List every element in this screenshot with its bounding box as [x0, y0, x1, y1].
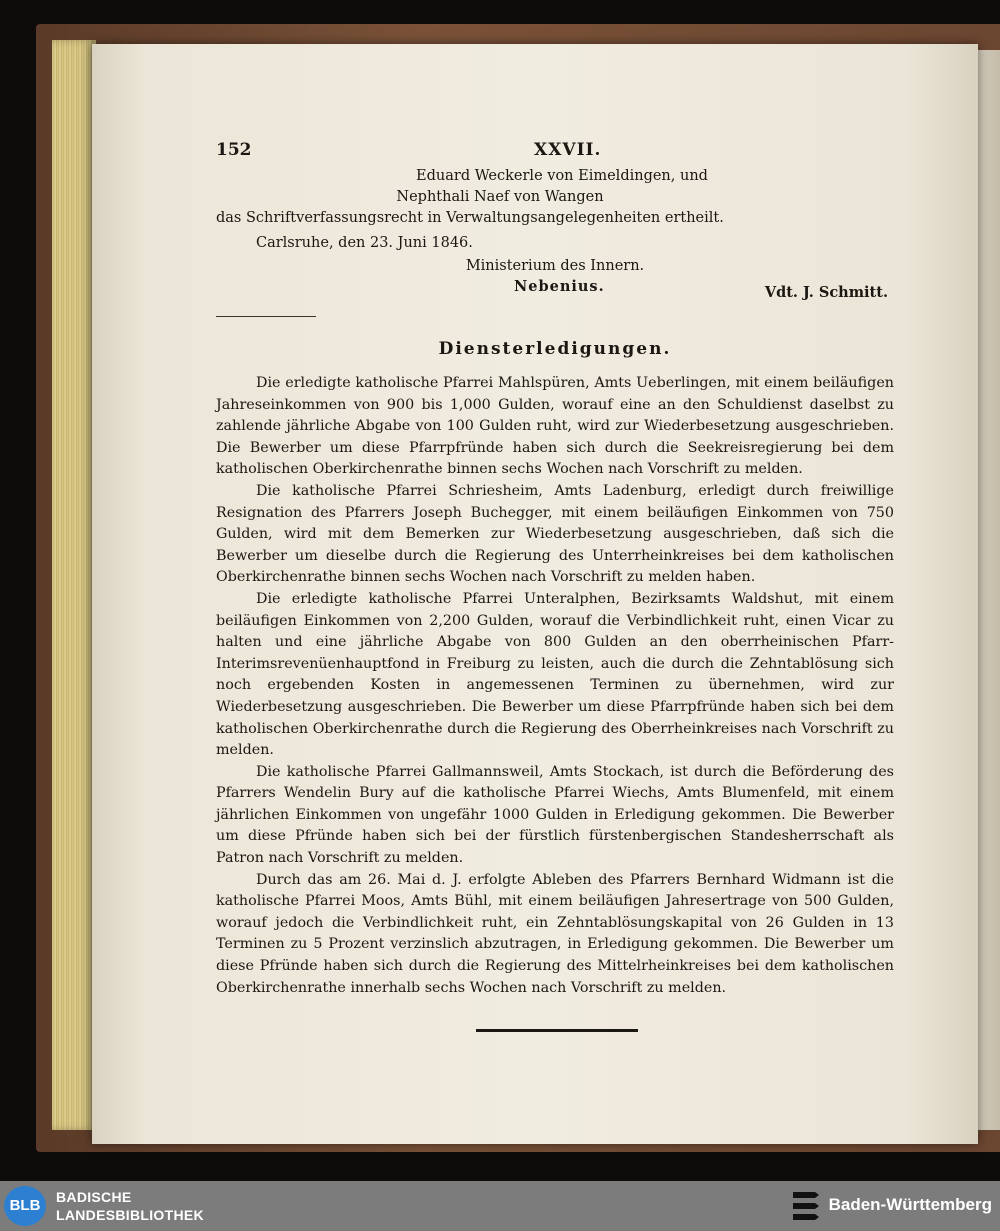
lions-coat-of-arms-icon — [790, 1188, 822, 1224]
vacancy-paragraph: Die katholische Pfarrei Gallmannsweil, Amts Stockach, ist durch die Beförderung des Pfarrers Wendelin Bury auf die katholische Pfarrei Wiechs, Amts Blumenfeld, mit einem jährlichen Einkommen von ungefähr 1000 Gulden in Erledigung gekommen. Die Bewerber um diese Pfründe haben sich bei der fürstlich fürstenbergischen Standesherrschaft als Patron nach Vorschrift zu melden. — [216, 763, 894, 867]
blb-logo[interactable]: BLB — [4, 1186, 46, 1226]
vacancy-paragraph: Durch das am 26. Mai d. J. erfolgte Ableben des Pfarrers Bernhard Widmann ist die katholische Pfarrei Moos, Amts Bühl, mit einem beiläufigen Jahresertrage von 500 Gulden, worauf jedoch die Verbindlichkeit ruht, ein Zehntablösungskapital von 26 Gulden in 13 Terminen zu 5 Prozent verzinslich abzutragen, in Erledigung gekommen. Die Bewerber um diese Pfründe haben sich durch die Regierung des Mittelrheinkreises bei dem katholischen Oberkirchenrathe innerhalb sechs Wochen nach Vorschrift zu melden. — [216, 871, 894, 996]
library-name-line-2: LANDESBIBLIOTHEK — [56, 1207, 204, 1223]
state-wordmark[interactable]: Baden-Württemberg — [828, 1195, 992, 1214]
page-edges — [52, 40, 96, 1130]
vacancy-paragraph: Die katholische Pfarrei Schriesheim, Amts Ladenburg, erledigt durch freiwillige Resignation des Pfarrers Joseph Buchegger, mit einem beiläufigen Einkommen von 750 Gulden, wird mit dem Bemerken zur Wiederbesetzung ausgeschrieben, daß sich die Bewerber um dieselbe durch die Regierung des Unterrheinkreises bei dem katholischen Oberkirchenrathe binnen sechs Wochen nach Vorschrift zu melden haben. — [216, 482, 894, 586]
divider-rule — [216, 316, 316, 317]
end-rule — [476, 1029, 638, 1032]
vacancy-paragraph: Die erledigte katholische Pfarrei Mahlspüren, Amts Ueberlingen, mit einem beiläufigen Jahreseinkommen von 900 bis 1,000 Gulden, worauf eine an den Schuldienst daselbst zu zahlende jährliche Abgabe von 100 Gulden ruht, wird zur Wiederbesetzung ausgeschrieben. Die Bewerber um diese Pfarrpfründe haben sich durch die Seekreisregierung bei dem katholischen Oberkirchenrathe binnen sechs Wochen nach Vorschrift zu melden. — [216, 375, 894, 478]
page-header — [216, 136, 894, 166]
footer-bar — [0, 1181, 1000, 1231]
vacancy-paragraph: Die erledigte katholische Pfarrei Unteralphen, Bezirksamts Waldshut, mit einem beiläufigen Einkommen von 2,200 Gulden, worauf die Verbindlichkeit ruht, einen Vicar zu halten und eine jährliche Abgabe von 800 Gulden an den oberrheinischen Pfarr-Interimsrevenüenhauptfond in Freiburg zu leisten, auch die durch die Zehntablösung sich noch ergebenden Kosten in angemessenen Terminen zu übernehmen, wird zur Wiederbesetzung ausgeschrieben. Die Bewerber um diese Pfarrpfründe haben sich bei dem katholischen Oberkirchenrathe durch die Regierung des Oberrheinkreises nach Vorschrift zu melden. — [216, 590, 894, 759]
section-number: XXVII. — [534, 140, 602, 160]
library-name[interactable] — [56, 1188, 204, 1224]
ministry-name: Ministerium des Innern. — [465, 258, 645, 274]
page-content — [216, 136, 894, 1032]
place-date: Carlsruhe, den 23. Juni 1846. — [256, 235, 473, 251]
section-title: Diensterledigungen. — [438, 339, 672, 359]
signature-row — [216, 278, 894, 302]
decree-line-3: das Schriftverfassungsrecht in Verwaltungsangelegenheiten ertheilt. — [216, 210, 724, 226]
decree-line-1: Eduard Weckerle von Eimeldingen, und — [416, 168, 708, 184]
decree-line-2: Nephthali Naef von Wangen — [396, 189, 604, 205]
vidit-signature: Vdt. J. Schmitt. — [764, 284, 888, 301]
page-number: 152 — [216, 140, 252, 160]
minister-signature: Nebenius. — [514, 278, 605, 295]
library-name-line-1: BADISCHE — [56, 1189, 132, 1205]
